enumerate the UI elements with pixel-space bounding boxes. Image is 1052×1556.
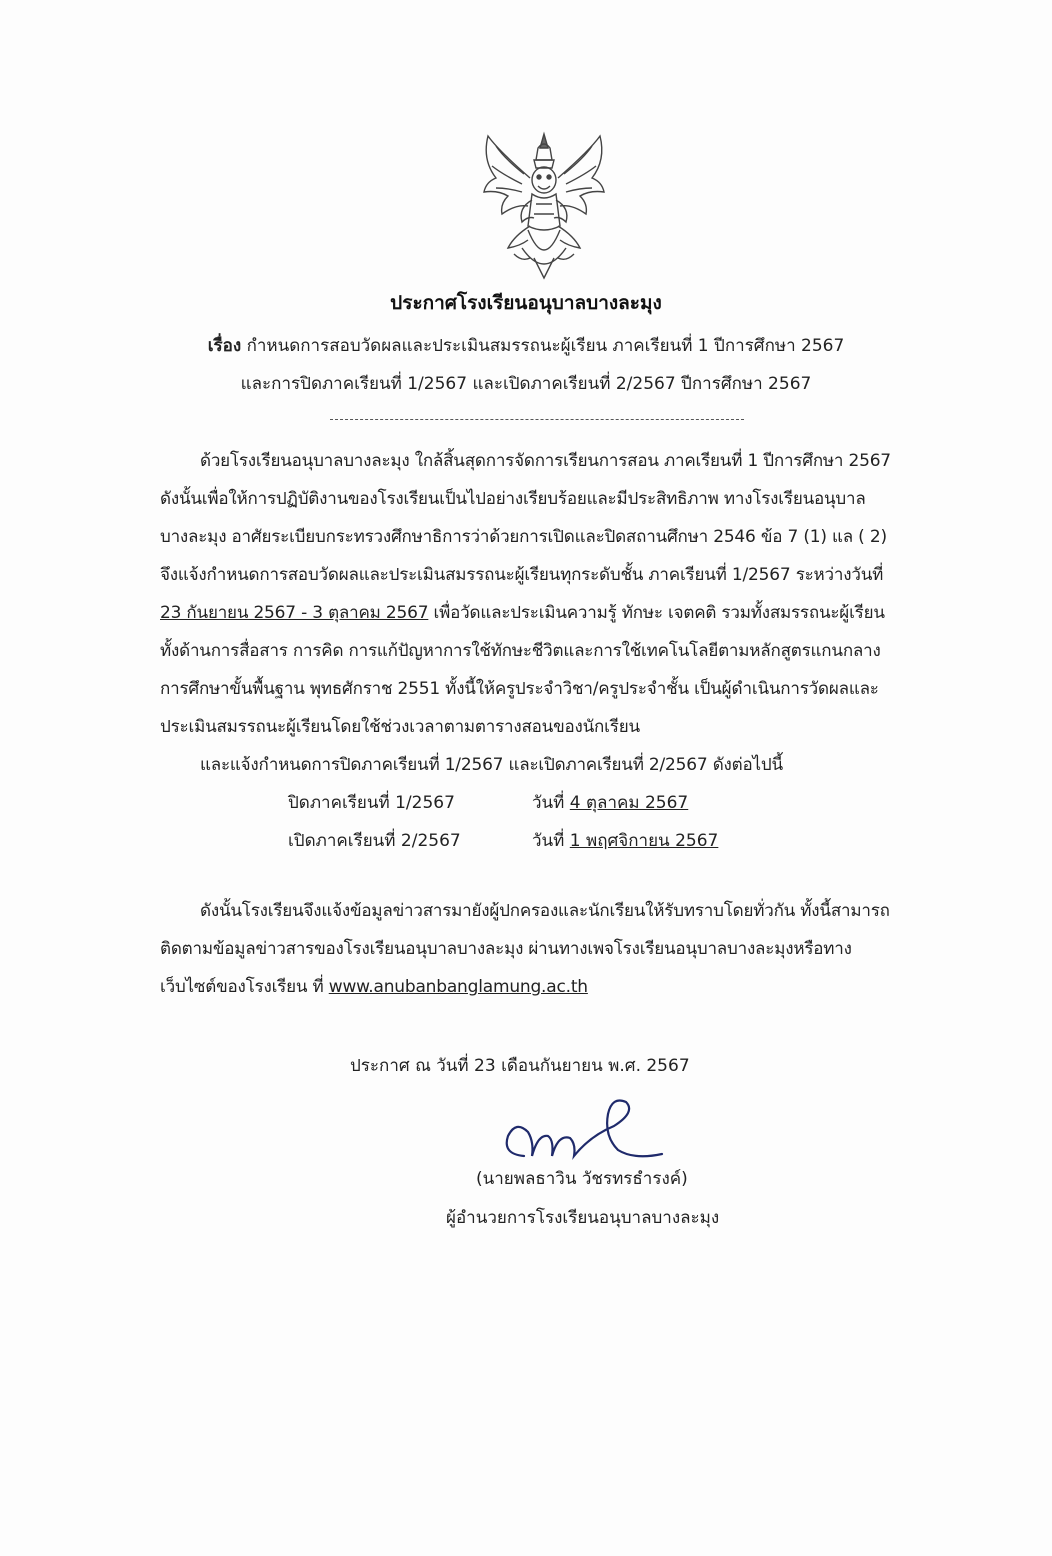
body-line-3: บางละมุง อาศัยระเบียบกระทรวงศึกษาธิการว่าด้วยการเปิดและปิดสถานศึกษา 2546 ข้อ 7 (1) แล ( 2): [160, 527, 887, 547]
body-line-5-text: เพื่อวัดและประเมินความรู้ ทักษะ เจตคติ รวมทั้งสมรรถนะผู้เรียน: [433, 603, 885, 623]
signer-title: ผู้อำนวยการโรงเรียนอนุบาลบางละมุง: [446, 1208, 720, 1228]
garuda-icon: [478, 130, 610, 282]
body-line-2: ดังนั้นเพื่อให้การปฏิบัติงานของโรงเรียนเป็นไปอย่างเรียบร้อยและมีประสิทธิภาพ ทางโรงเรียนอนุบาล: [160, 489, 866, 509]
day-prefix: วันที่: [532, 831, 565, 851]
subject-line-1: [0, 332, 1052, 359]
signer-name: (นายพลธาวิน วัชรทรธำรงค์): [476, 1169, 688, 1189]
schedule-open-label: เปิดภาคเรียนที่ 2/2567: [288, 831, 461, 851]
website-prefix: เว็บไซต์ของโรงเรียน ที่: [160, 977, 324, 997]
body-line-9: และแจ้งกำหนดการปิดภาคเรียนที่ 1/2567 และเปิดภาคเรียนที่ 2/2567 ดังต่อไปนี้: [200, 755, 783, 775]
page-title: ประกาศโรงเรียนอนุบาลบางละมุง: [390, 292, 662, 314]
website-link[interactable]: www.anubanbanglamung.ac.th: [328, 977, 588, 997]
schedule-open-date: [532, 827, 718, 854]
day-prefix: วันที่: [532, 793, 565, 813]
body-line-8: ประเมินสมรรถนะผู้เรียนโดยใช้ช่วงเวลาตามตารางสอนของนักเรียน: [160, 717, 640, 737]
garuda-emblem: [478, 130, 610, 282]
body-line-7: การศึกษาขั้นพื้นฐาน พุทธศักราช 2551 ทั้งนี้ให้ครูประจำวิชา/ครูประจำชั้น เป็นผู้ดำเนินการวัดผลและ: [160, 679, 879, 699]
signature-icon: [494, 1096, 674, 1176]
subject-line-2: และการปิดภาคเรียนที่ 1/2567 และเปิดภาคเรียนที่ 2/2567 ปีการศึกษา 2567: [240, 374, 812, 394]
closing-line-2: ติดตามข้อมูลข่าวสารของโรงเรียนอนุบาลบางละมุง ผ่านทางเพจโรงเรียนอนุบาลบางละมุงหรือทาง: [160, 939, 852, 959]
body-line-5: [160, 599, 924, 626]
announce-date: ประกาศ ณ วันที่ 23 เดือนกันยายน พ.ศ. 2567: [350, 1056, 690, 1076]
close-date-value: 4 ตุลาคม 2567: [569, 793, 689, 813]
schedule-close-date: [532, 789, 688, 816]
signature: [494, 1096, 674, 1176]
closing-line-3: [160, 973, 924, 1000]
body-line-1: ด้วยโรงเรียนอนุบาลบางละมุง ใกล้สิ้นสุดการจัดการเรียนการสอน ภาคเรียนที่ 1 ปีการศึกษา 2567: [200, 451, 891, 471]
schedule-close-label: ปิดภาคเรียนที่ 1/2567: [288, 793, 455, 813]
subject-label: เรื่อง: [207, 336, 242, 356]
body-line-6: ทั้งด้านการสื่อสาร การคิด การแก้ปัญหาการใช้ทักษะชีวิตและการใช้เทคโนโลยีตามหลักสูตรแกนกลาง: [160, 641, 881, 661]
body-line-4: จึงแจ้งกำหนดการสอบวัดผลและประเมินสมรรถนะผู้เรียนทุกระดับชั้น ภาคเรียนที่ 1/2567 ระหว่างวันที่: [160, 565, 884, 585]
closing-line-1: ดังนั้นโรงเรียนจึงแจ้งข้อมูลข่าวสารมายังผู้ปกครองและนักเรียนให้รับทราบโดยทั่วกัน ทั้งนี้สามารถ: [200, 901, 890, 921]
open-date-value: 1 พฤศจิกายน 2567: [569, 831, 719, 851]
divider: [330, 419, 744, 420]
exam-period: 23 กันยายน 2567 - 3 ตุลาคม 2567: [160, 603, 429, 623]
subject-text-1: กำหนดการสอบวัดผลและประเมินสมรรถนะผู้เรียน ภาคเรียนที่ 1 ปีการศึกษา 2567: [246, 336, 845, 356]
